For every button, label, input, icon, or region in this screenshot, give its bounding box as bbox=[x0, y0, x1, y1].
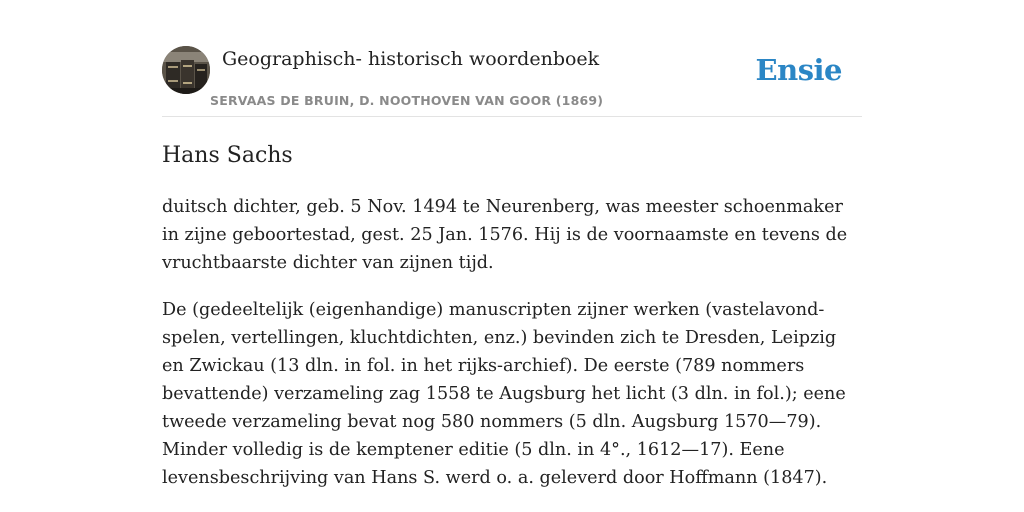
entry-paragraph: De (gedeeltelijk (eigenhandige) manuscripten zijner werken (vastelavond-spelen, vertellingen, kluchtdichten, enz.) bevinden zich te Dresden, Leipzig en Zwickau (13 dln. in fol. in het rijks-archief). De eerste (789 nommers bevattende) verzameling zag 1558 te Augsburg het licht (3 dln. in fol.); eene tweede verzameling bevat nog 580 nommers (5 dln. Augsburg 1570—79). Minder volledig is de kemptener editie (5 dln. in 4°., 1612—17). Eene levensbeschrijving van Hans S. werd o. a. geleverd door Hoffmann (1847). bbox=[162, 300, 846, 488]
book-spines-icon bbox=[162, 46, 210, 94]
entry-title: Hans Sachs bbox=[162, 143, 293, 168]
entry-paragraph: duitsch dichter, geb. 5 Nov. 1494 te Neurenberg, was meester schoenmaker in zijne geboortestad, gest. 25 Jan. 1576. Hij is de voornaamste en tevens de vruchtbaarste dichter van zijnen tijd. bbox=[162, 197, 848, 273]
book-title[interactable]: Geographisch- historisch woordenboek bbox=[222, 48, 600, 70]
ensie-logo-link[interactable]: Ensie bbox=[755, 53, 842, 87]
entry-card bbox=[162, 46, 862, 511]
book-author: SERVAAS DE BRUIN, D. NOOTHOVEN VAN GOOR (1869) bbox=[210, 93, 604, 108]
book-cover-avatar[interactable] bbox=[162, 46, 210, 94]
entry-body bbox=[162, 193, 862, 492]
book-header bbox=[162, 46, 862, 117]
